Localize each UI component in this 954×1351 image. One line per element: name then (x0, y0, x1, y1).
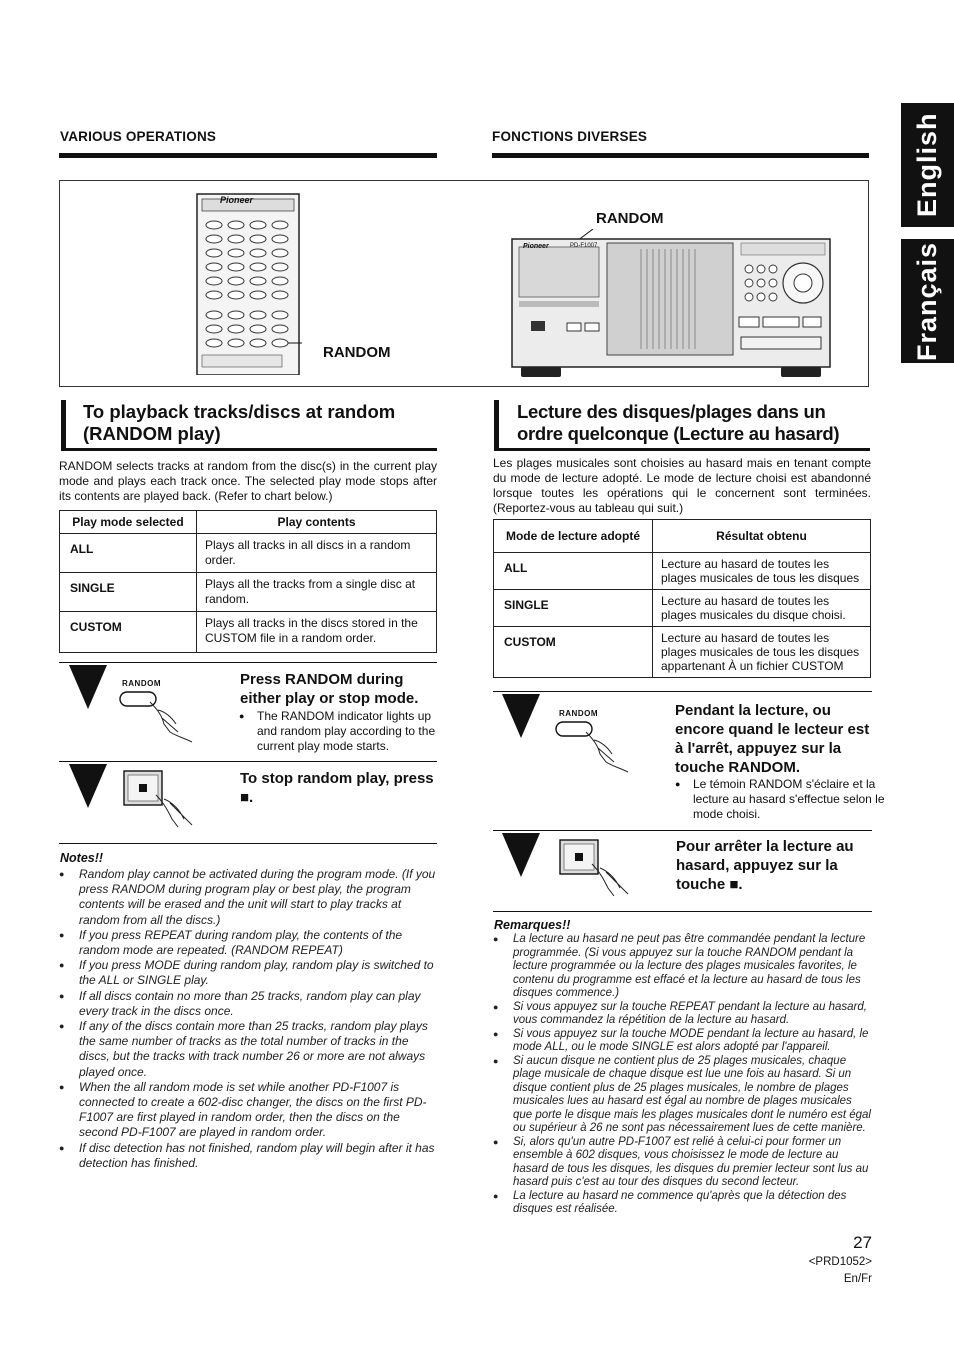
intro-en: RANDOM selects tracks at random from the disc(s) in the current play mode and plays each track once. The selected play mode stops after its contents are played back. (Refer to chart below.) (59, 459, 437, 503)
title-rule-en (61, 448, 437, 451)
tab-english[interactable] (901, 103, 954, 227)
table-cell-contents: Plays all the tracks from a single disc at random. (197, 573, 437, 612)
step1-bullet-fr: ● Le témoin RANDOM s'éclaire et la lecture au hasard s'effectue selon le mode choisi. (675, 777, 890, 822)
step-rule-fr-2 (493, 830, 872, 831)
table-row (494, 627, 871, 678)
list-item: ● When the all random mode is set while another PD-F1007 is connected to create a 602-disc changer, the discs on the first PD-F1007 are first played in random order, then the discs on the second PD-F1007 are played in random order. (59, 1080, 438, 1141)
intro-fr: Les plages musicales sont choisies au hasard mais en tenant compte du mode de lecture adopté. Le mode de lecture choisi est abandonné lorsque toutes les opérations qui le concernent sont terminées. (Reportez-vous au tableau qui suit.) (493, 456, 871, 515)
tab-francais[interactable] (901, 239, 954, 363)
table-row (60, 612, 437, 653)
tab-english-label: English (912, 112, 942, 218)
list-item: ● If you press REPEAT during random play, the contents of the random mode are repeated. (RANDOM REPEAT) (59, 928, 438, 958)
list-item: ● Si, alors qu'un autre PD-F1007 est relié à celui-ci pour former un ensemble à 602 disques, vous choisissez le mode de lecture au hasard de tous les disques, les disques du premier lecteur sont lus au hasard puis c'est au tour des disques du second lecteur. (493, 1136, 873, 1190)
table-row (60, 534, 437, 573)
step2-title-fr: Pour arrêter la lecture au hasard, appuyez sur la touche ■. (676, 838, 854, 893)
remote-control-icon (196, 193, 302, 375)
list-item: ● Si vous appuyez sur la touche REPEAT pendant la lecture au hasard, vous commandez la répétition de la lecture au hasard. (493, 1001, 873, 1028)
header-rule-fr (492, 153, 869, 158)
list-item: ● Si aucun disque ne contient plus de 25 plages musicales, chaque plage musicale de chaque disque est lue une fois au hasard. Si un disque contient plus de 25 plages musicales, le nombre de plages musicales lues au hasard est égal au nombre de plages musicales que porte le disque mais les plages musicales dont le numéro est égal ou supérieur à 26 ne sont pas nécessairement lues de cette manière. (493, 1055, 873, 1136)
table-cell-mode: SINGLE (60, 573, 197, 612)
title-bar-fr (494, 400, 499, 448)
notes-rule-fr (493, 911, 872, 912)
list-item: ● Random play cannot be activated during the program mode. (If you press RANDOM during program play or best play, the program contents will be erased and the unit will start to play tracks at random from all the discs.) (59, 867, 438, 928)
table-cell-mode: ALL (60, 534, 197, 573)
step1-title-en: Press RANDOM during either play or stop mode. (240, 671, 419, 707)
table-cell-mode: SINGLE (494, 590, 653, 627)
notes-list-fr (493, 933, 873, 1217)
table-cell-mode: ALL (494, 553, 653, 590)
notes-rule-en (59, 843, 437, 844)
page-number: 27 (853, 1233, 872, 1252)
player-model-label: PD-F1007 (570, 243, 598, 249)
table-header-mode-en: Play mode selected (60, 511, 197, 534)
step-triangle-icon (502, 694, 540, 738)
table-row (60, 573, 437, 612)
list-item: ● La lecture au hasard ne commence qu'après que la détection des disques est réalisée. (493, 1190, 873, 1217)
list-item: ● La lecture au hasard ne peut pas être commandée pendant la lecture programmée. (Si vous appuyez sur la touche RANDOM pendant la lecture programmée ou la lecture des plages musicales favorites, le contenu du programme est effacé et la lecture au hasard de tous les disques commence.) (493, 933, 873, 1001)
section-header-fr: FONCTIONS DIVERSES (492, 129, 648, 144)
table-cell-contents: Plays all tracks in all discs in a random order. (197, 534, 437, 573)
table-cell-contents: Lecture au hasard de toutes les plages musicales de tous les disques appartenant À un fichier CUSTOM (653, 627, 871, 678)
step1-title-fr: Pendant la lecture, ou encore quand le lecteur est à l'arrêt, appuyez sur la touche RANDOM. (675, 702, 870, 776)
step-rule-fr-1 (493, 691, 872, 692)
stop-button-press-icon (558, 838, 648, 904)
step-rule-en-1 (59, 662, 437, 663)
list-item: ● If you press MODE during random play, random play is switched to the ALL or SINGLE play. (59, 958, 438, 988)
table-cell-mode: CUSTOM (494, 627, 653, 678)
list-item: ● Si vous appuyez sur la touche MODE pendant la lecture au hasard, le mode ALL, ou le mode SINGLE est alors adopté par l'appareil. (493, 1028, 873, 1055)
player-random-label: RANDOM (596, 210, 664, 227)
random-button-label-fr: RANDOM (559, 709, 598, 718)
title-rule-fr (494, 448, 870, 451)
notes-heading-en: Notes!! (60, 851, 104, 865)
title-bar-en (61, 400, 66, 448)
stop-button-press-icon (122, 769, 212, 835)
notes-list-en (59, 867, 438, 1171)
play-mode-table-en (59, 510, 437, 653)
table-row (494, 590, 871, 627)
remote-random-label: RANDOM (323, 344, 391, 361)
document-code: <PRD1052> (808, 1256, 872, 1268)
table-header-contents-fr: Résultat obtenu (653, 520, 871, 553)
list-item: ● If all discs contain no more than 25 tracks, random play can play every track in the discs once. (59, 989, 438, 1019)
step-triangle-icon (69, 764, 107, 808)
step-triangle-icon (502, 833, 540, 877)
table-cell-contents: Plays all tracks in the discs stored in the CUSTOM file in a random order. (197, 612, 437, 653)
cd-player-icon (511, 229, 831, 379)
table-row (494, 553, 871, 590)
section-title-en: To playback tracks/discs at random (RANDOM play) (83, 401, 396, 444)
section-header-en: VARIOUS OPERATIONS (60, 129, 217, 144)
table-cell-contents: Lecture au hasard de toutes les plages musicales de tous les disques (653, 553, 871, 590)
step-rule-en-2 (59, 761, 437, 762)
section-title-fr: Lecture des disques/plages dans un ordre quelconque (Lecture au hasard) (517, 401, 840, 444)
tab-francais-label: Français (912, 241, 942, 361)
header-rule-en (59, 153, 437, 158)
step2-title-en: To stop random play, press ■. (240, 770, 434, 806)
language-code: En/Fr (843, 1273, 872, 1285)
notes-heading-fr: Remarques!! (494, 918, 571, 932)
step1-bullet-en: ● The RANDOM indicator lights up and random play according to the current play mode starts. (239, 709, 437, 754)
list-item-continuation: ● If any of the discs contain more than 25 tracks, random play plays the same number of tracks as the total number of tracks in the discs, but the tracks with track number 26 or more are not always played once. (59, 1019, 438, 1080)
play-mode-table-fr (493, 519, 871, 678)
table-header-contents-en: Play contents (197, 511, 437, 534)
table-header-mode-fr: Mode de lecture adopté (494, 520, 653, 553)
step-triangle-icon (69, 665, 107, 709)
figure-box (59, 180, 869, 387)
list-item: ● If disc detection has not finished, random play will begin after it has detection has finished. (59, 1141, 438, 1171)
random-button-label-en: RANDOM (122, 679, 161, 688)
table-cell-mode: CUSTOM (60, 612, 197, 653)
table-cell-contents: Lecture au hasard de toutes les plages musicales du disque choisi. (653, 590, 871, 627)
player-brand-label: Pioneer (523, 243, 549, 250)
random-button-press-icon (554, 718, 654, 778)
random-button-press-icon (118, 688, 218, 748)
remote-brand-label: Pioneer (220, 195, 254, 205)
